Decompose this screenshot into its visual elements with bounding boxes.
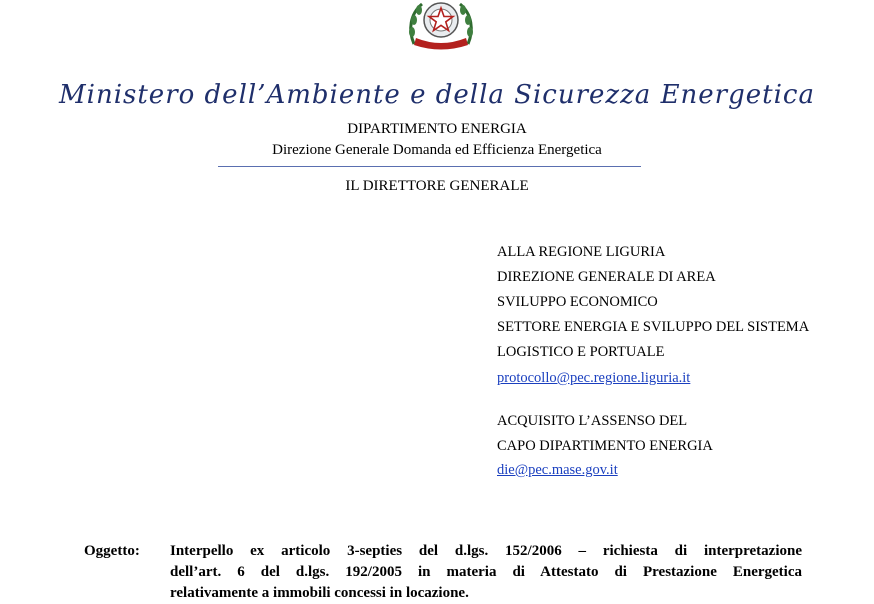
- ministry-name: Ministero dell’Ambiente e della Sicurezza Energetica: [59, 80, 815, 110]
- recipient-email-link-regione[interactable]: [497, 370, 690, 387]
- subject-line: relativamente a immobili concessi in locazione.: [170, 585, 469, 601]
- subject-line: dell’art. 6 del d.lgs. 192/2005 in materia di Attestato di Prestazione Energetica: [170, 564, 802, 580]
- email-link[interactable]: die@pec.mase.gov.it: [497, 462, 618, 478]
- signatory-title: IL DIRETTORE GENERALE: [345, 178, 529, 194]
- department-name: DIPARTIMENTO ENERGIA: [347, 121, 527, 137]
- emblem-icon: [404, 0, 478, 50]
- recipient-line: ALLA REGIONE LIGURIA: [497, 244, 666, 260]
- recipient-line: DIREZIONE GENERALE DI AREA: [497, 269, 716, 285]
- header-divider: [218, 166, 641, 167]
- email-link[interactable]: protocollo@pec.regione.liguria.it: [497, 370, 691, 386]
- recipient-line: CAPO DIPARTIMENTO ENERGIA: [497, 438, 713, 454]
- subject-label: Oggetto:: [84, 543, 140, 559]
- recipient-line: LOGISTICO E PORTUALE: [497, 344, 665, 360]
- subject-line: Interpello ex articolo 3-septies del d.lgs. 152/2006 – richiesta di interpretazione: [170, 543, 802, 559]
- recipient-email-link-die[interactable]: [497, 462, 618, 479]
- recipient-line: ACQUISITO L’ASSENSO DEL: [497, 413, 688, 429]
- recipient-line: SETTORE ENERGIA E SVILUPPO DEL SISTEMA: [497, 319, 810, 335]
- recipient-line: SVILUPPO ECONOMICO: [497, 294, 658, 310]
- directorate-name: Direzione Generale Domanda ed Efficienza Energetica: [272, 142, 602, 158]
